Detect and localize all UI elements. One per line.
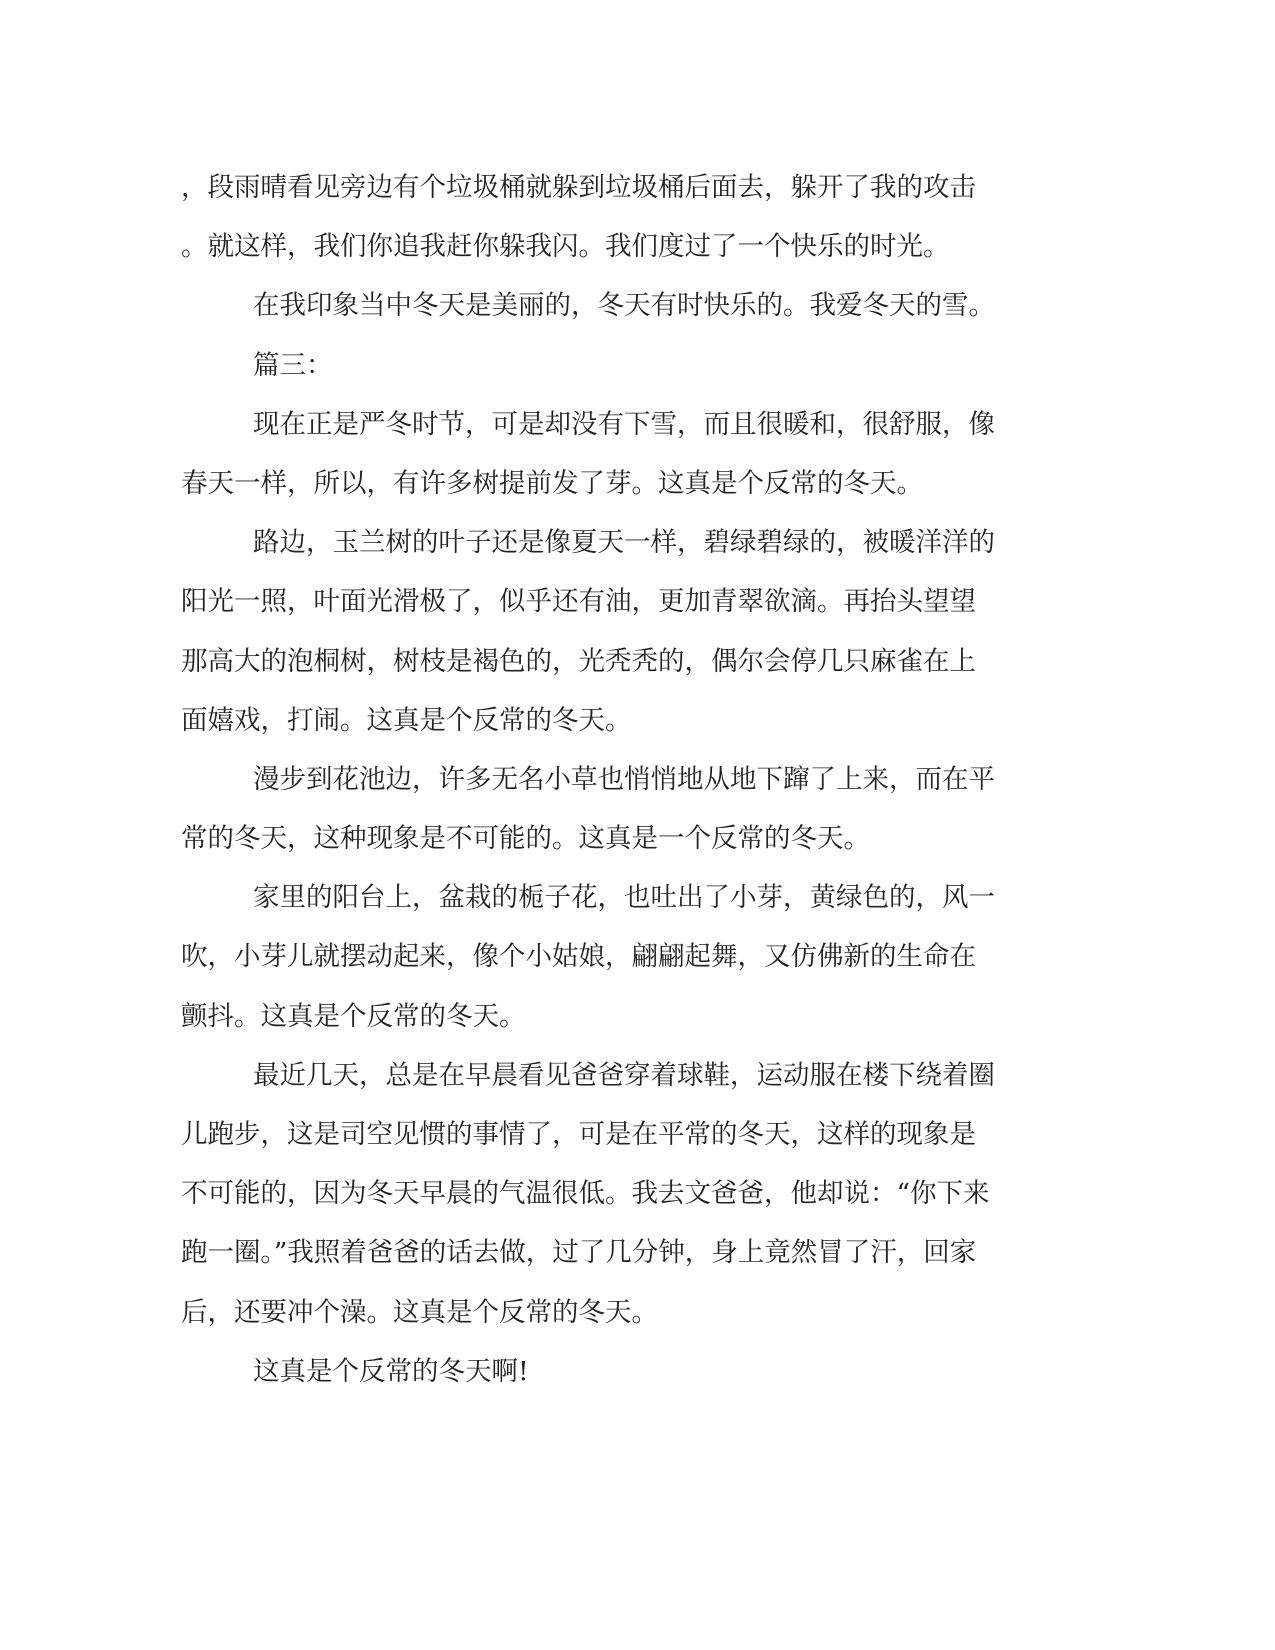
section-heading: 篇三： (253, 349, 333, 381)
text-line: 吹，小芽儿就摆动起来，像个小姑娘，翩翩起舞，又仿佛新的生命在 (181, 941, 976, 973)
text-line: 春天一样，所以，有许多树提前发了芽。这真是个反常的冬天。 (181, 467, 923, 499)
text-line: 漫步到花池边，许多无名小草也悄悄地从地下蹿了上来，而在平 (253, 763, 995, 795)
essay-body (181, 158, 1031, 1401)
text-line: 颤抖。这真是个反常的冬天。 (181, 1000, 526, 1032)
text-line: 阳光一照，叶面光滑极了，似乎还有油，更加青翠欲滴。再抬头望望 (181, 586, 976, 618)
text-line: 最近几天，总是在早晨看见爸爸穿着球鞋，运动服在楼下绕着圈 (253, 1059, 995, 1091)
text-line: 儿跑步，这是司空见惯的事情了，可是在平常的冬天，这样的现象是 (181, 1119, 976, 1150)
text-line: 那高大的泡桐树，树枝是褐色的，光秃秃的，偶尔会停几只麻雀在上 (181, 645, 976, 677)
text-line: ，段雨晴看见旁边有个垃圾桶就躲到垃圾桶后面去，躲开了我的攻击 (181, 172, 976, 203)
text-line: 家里的阳台上，盆栽的栀子花，也吐出了小芽，黄绿色的，风一 (253, 882, 995, 914)
text-line: 面嬉戏，打闹。这真是个反常的冬天。 (181, 704, 632, 736)
text-line: 跑一圈。”我照着爸爸的话去做，过了几分钟，身上竟然冒了汗，回家 (181, 1237, 977, 1269)
text-line: 在我印象当中冬天是美丽的，冬天有时快乐的。我爱冬天的雪。 (253, 290, 995, 322)
closing-line: 这真是个反常的冬天啊! (253, 1355, 529, 1387)
text-line: 现在正是严冬时节，可是却没有下雪，而且很暖和，很舒服，像 (253, 408, 995, 440)
text-line: 后，还要冲个澡。这真是个反常的冬天。 (181, 1296, 658, 1328)
text-line: 不可能的，因为冬天早晨的气温很低。我去文爸爸，他却说：“你下来 (181, 1178, 990, 1210)
text-line: 路边，玉兰树的叶子还是像夏天一样，碧绿碧绿的，被暖洋洋的 (253, 527, 995, 559)
text-line: 常的冬天，这种现象是不可能的。这真是一个反常的冬天。 (181, 823, 870, 855)
text-line: 。就这样，我们你追我赶你躲我闪。我们度过了一个快乐的时光。 (181, 231, 950, 263)
